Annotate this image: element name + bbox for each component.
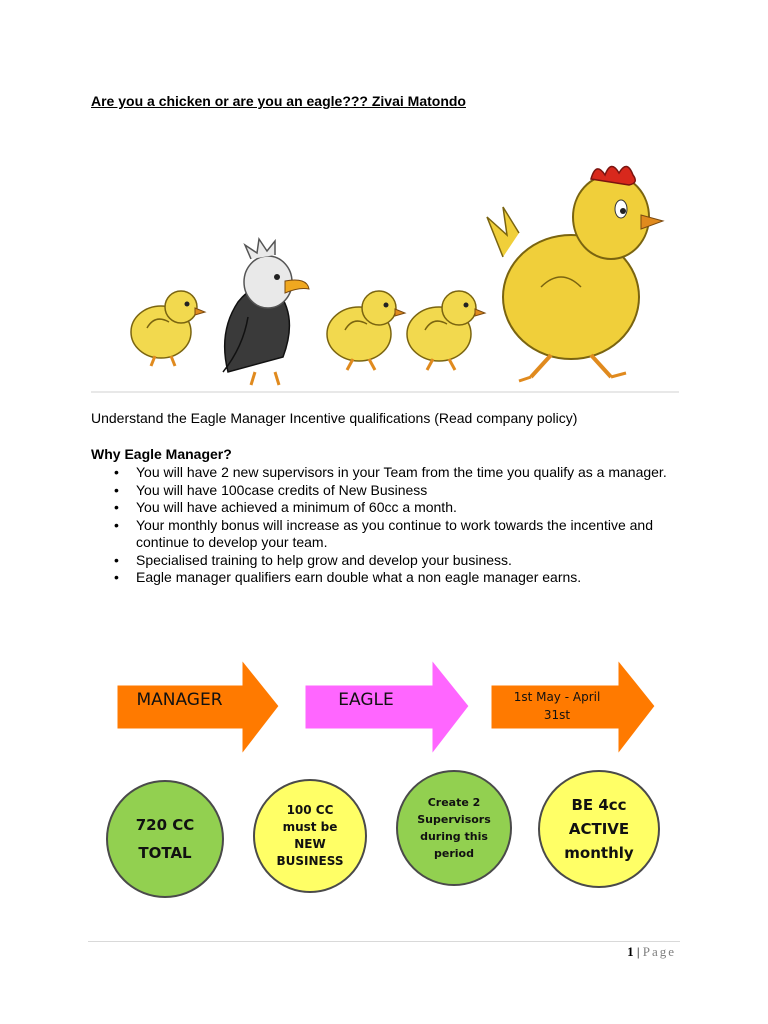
circle-line: 720 CC [135, 816, 195, 834]
list-item: • You will have 2 new supervisors in your Team from the time you qualify as a manager. [114, 464, 674, 482]
circle-line: 100 CC [286, 803, 334, 817]
chickens-and-eagle-illustration [91, 127, 679, 393]
chick-icon [131, 291, 205, 366]
page-footer [627, 944, 676, 960]
circle-new-business [253, 779, 367, 893]
why-heading: Why Eagle Manager? [91, 446, 232, 462]
page-number: 1 [627, 944, 634, 959]
document-title: Are you a chicken or are you an eagle??? Zivai Matondo [91, 93, 466, 109]
chick-icon [407, 291, 485, 370]
circle-line: BE 4cc [571, 796, 627, 814]
circle-line: Supervisors [417, 813, 491, 826]
intro-text: Understand the Eagle Manager Incentive qualifications (Read company policy) [91, 410, 578, 426]
page-word: Page [642, 944, 676, 959]
list-item: • You will have 100case credits of New Business [114, 482, 674, 500]
arrow-label-manager: MANAGER [136, 690, 223, 710]
arrow-label-eagle: EAGLE [338, 690, 394, 710]
circle-line: monthly [564, 844, 634, 862]
chick-icon [327, 291, 405, 370]
circle-total-cc [106, 780, 224, 898]
circle-line: must be [282, 820, 338, 834]
list-item: • Your monthly bonus will increase as you continue to work towards the incentive and continue to develop your team. [114, 517, 674, 552]
circle-line: ACTIVE [568, 820, 630, 838]
circle-line: BUSINESS [276, 854, 344, 868]
list-item: • You will have achieved a minimum of 60cc a month. [114, 499, 674, 517]
circle-line: Create 2 [427, 796, 481, 809]
footer-separator: | [636, 944, 640, 959]
footer-rule [88, 941, 680, 942]
eagle-icon [223, 239, 309, 385]
circle-line: during this [420, 830, 488, 843]
list-item: • Specialised training to help grow and develop your business. [114, 552, 674, 570]
circle-create-supervisors [396, 770, 512, 886]
circle-line: period [434, 847, 474, 860]
benefits-list [114, 464, 674, 587]
circle-line: NEW [294, 837, 326, 851]
circle-active-monthly [538, 770, 660, 888]
arrow-label-period: 1st May - April 31st [513, 690, 601, 722]
circle-line: TOTAL [138, 844, 192, 862]
hen-icon [487, 166, 663, 381]
list-item: • Eagle manager qualifiers earn double what a non eagle manager earns. [114, 569, 674, 587]
